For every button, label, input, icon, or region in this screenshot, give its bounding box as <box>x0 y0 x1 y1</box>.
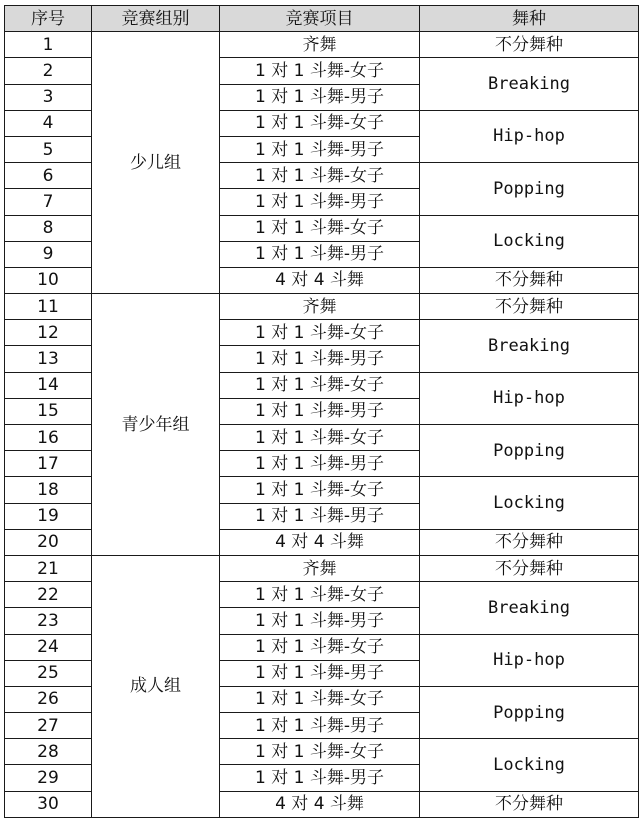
cell-event: 1 对 1 斗舞-男子 <box>220 608 420 634</box>
cell-style: 不分舞种 <box>420 32 639 58</box>
cell-style: Popping <box>420 163 639 215</box>
header-row <box>5 6 639 32</box>
cell-no: 22 <box>5 582 92 608</box>
cell-event: 1 对 1 斗舞-女子 <box>220 477 420 503</box>
cell-event: 齐舞 <box>220 294 420 320</box>
cell-group: 成人组 <box>92 555 220 817</box>
table-header <box>5 6 639 32</box>
cell-event: 1 对 1 斗舞-男子 <box>220 765 420 791</box>
cell-event: 1 对 1 斗舞-男子 <box>220 451 420 477</box>
cell-event: 齐舞 <box>220 32 420 58</box>
header-no: 序号 <box>5 6 92 32</box>
cell-event: 1 对 1 斗舞-女子 <box>220 425 420 451</box>
cell-event: 1 对 1 斗舞-男子 <box>220 503 420 529</box>
cell-group: 少儿组 <box>92 32 220 294</box>
cell-event: 1 对 1 斗舞-男子 <box>220 398 420 424</box>
cell-style: 不分舞种 <box>420 294 639 320</box>
cell-event: 4 对 4 斗舞 <box>220 791 420 817</box>
cell-style: Popping <box>420 425 639 477</box>
cell-event: 1 对 1 斗舞-女子 <box>220 634 420 660</box>
cell-no: 16 <box>5 425 92 451</box>
cell-no: 13 <box>5 346 92 372</box>
table-row <box>5 32 639 58</box>
cell-no: 19 <box>5 503 92 529</box>
cell-no: 14 <box>5 372 92 398</box>
table-row <box>5 294 639 320</box>
cell-style: 不分舞种 <box>420 791 639 817</box>
cell-no: 21 <box>5 555 92 581</box>
cell-no: 4 <box>5 110 92 136</box>
cell-no: 18 <box>5 477 92 503</box>
cell-event: 1 对 1 斗舞-男子 <box>220 189 420 215</box>
cell-no: 5 <box>5 136 92 162</box>
cell-style: Breaking <box>420 582 639 634</box>
cell-no: 6 <box>5 163 92 189</box>
cell-no: 20 <box>5 529 92 555</box>
cell-no: 7 <box>5 189 92 215</box>
cell-style: Hip-hop <box>420 634 639 686</box>
cell-event: 1 对 1 斗舞-男子 <box>220 84 420 110</box>
cell-event: 1 对 1 斗舞-女子 <box>220 110 420 136</box>
cell-event: 1 对 1 斗舞-女子 <box>220 58 420 84</box>
cell-event: 1 对 1 斗舞-男子 <box>220 660 420 686</box>
cell-event: 1 对 1 斗舞-女子 <box>220 739 420 765</box>
cell-event: 1 对 1 斗舞-女子 <box>220 320 420 346</box>
cell-no: 24 <box>5 634 92 660</box>
cell-style: 不分舞种 <box>420 529 639 555</box>
cell-no: 28 <box>5 739 92 765</box>
cell-event: 1 对 1 斗舞-男子 <box>220 346 420 372</box>
cell-no: 11 <box>5 294 92 320</box>
cell-no: 25 <box>5 660 92 686</box>
cell-no: 10 <box>5 267 92 293</box>
cell-style: Popping <box>420 686 639 738</box>
cell-group: 青少年组 <box>92 294 220 556</box>
cell-no: 8 <box>5 215 92 241</box>
header-group: 竞赛组别 <box>92 6 220 32</box>
cell-event: 1 对 1 斗舞-女子 <box>220 686 420 712</box>
cell-no: 12 <box>5 320 92 346</box>
cell-event: 4 对 4 斗舞 <box>220 529 420 555</box>
cell-style: Locking <box>420 739 639 791</box>
cell-no: 1 <box>5 32 92 58</box>
cell-no: 2 <box>5 58 92 84</box>
cell-style: Hip-hop <box>420 110 639 162</box>
cell-event: 1 对 1 斗舞-女子 <box>220 372 420 398</box>
cell-no: 30 <box>5 791 92 817</box>
cell-style: Hip-hop <box>420 372 639 424</box>
cell-event: 1 对 1 斗舞-男子 <box>220 136 420 162</box>
cell-event: 4 对 4 斗舞 <box>220 267 420 293</box>
cell-style: 不分舞种 <box>420 267 639 293</box>
cell-no: 27 <box>5 713 92 739</box>
cell-style: Locking <box>420 477 639 529</box>
cell-no: 26 <box>5 686 92 712</box>
cell-no: 29 <box>5 765 92 791</box>
cell-no: 17 <box>5 451 92 477</box>
cell-event: 1 对 1 斗舞-女子 <box>220 215 420 241</box>
header-event: 竞赛项目 <box>220 6 420 32</box>
cell-event: 1 对 1 斗舞-女子 <box>220 163 420 189</box>
cell-style: 不分舞种 <box>420 555 639 581</box>
header-style: 舞种 <box>420 6 639 32</box>
cell-event: 1 对 1 斗舞-女子 <box>220 582 420 608</box>
table-row <box>5 555 639 581</box>
cell-style: Breaking <box>420 320 639 372</box>
cell-style: Breaking <box>420 58 639 110</box>
cell-event: 1 对 1 斗舞-男子 <box>220 713 420 739</box>
cell-event: 1 对 1 斗舞-男子 <box>220 241 420 267</box>
competition-table <box>4 5 639 818</box>
cell-event: 齐舞 <box>220 555 420 581</box>
cell-no: 9 <box>5 241 92 267</box>
cell-no: 23 <box>5 608 92 634</box>
table-body <box>5 32 639 818</box>
cell-style: Locking <box>420 215 639 267</box>
cell-no: 3 <box>5 84 92 110</box>
cell-no: 15 <box>5 398 92 424</box>
